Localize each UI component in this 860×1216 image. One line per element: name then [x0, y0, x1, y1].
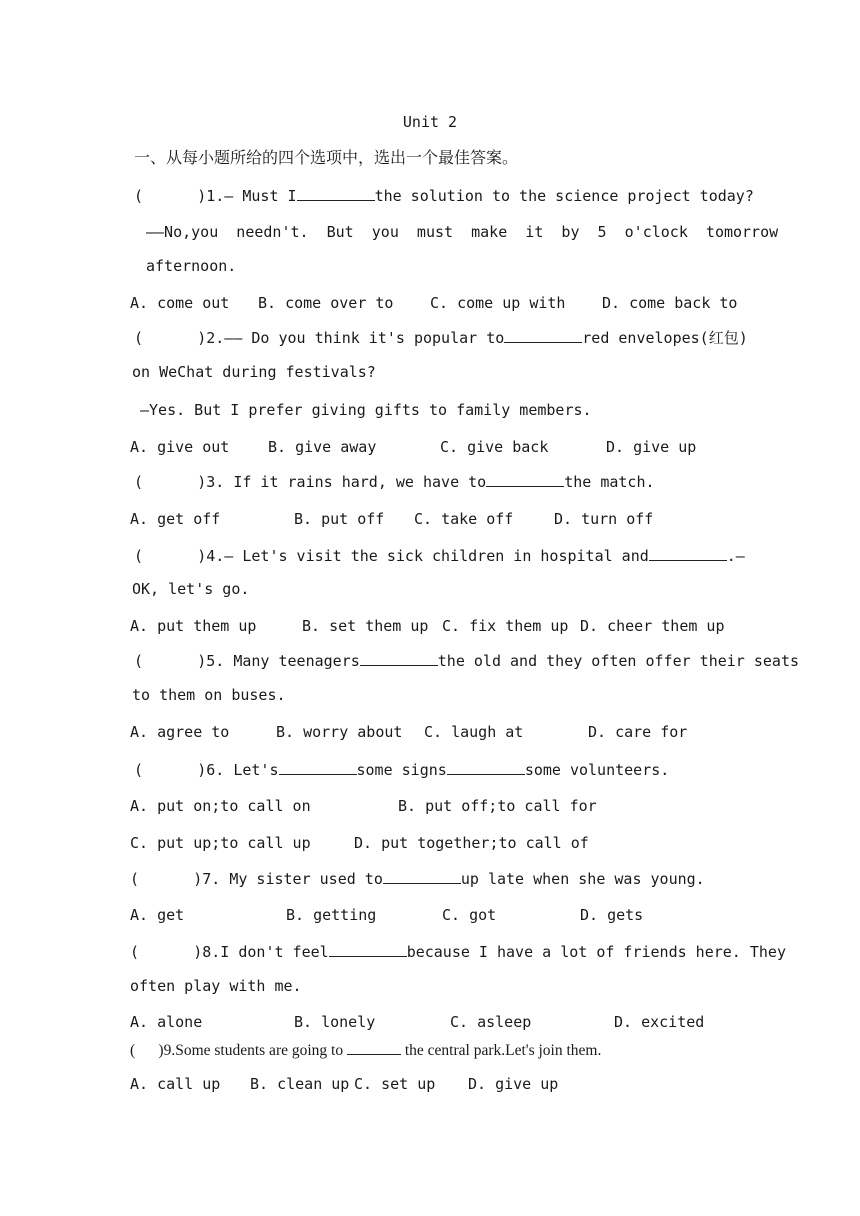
option-d: D. turn off: [554, 510, 654, 528]
option-c: C. give back: [440, 438, 549, 456]
option-a: A. put on;to call on: [130, 797, 311, 815]
answer-blank[interactable]: [297, 186, 375, 201]
question-9: ( )9.Some students are going to the central park.Let's join them.: [130, 1042, 602, 1059]
question-2-cont: on WeChat during festivals?: [132, 363, 376, 381]
option-b: B. come over to: [258, 294, 394, 312]
option-c: C. put up;to call up: [130, 834, 311, 852]
question-6: ( )6. Let's some signs some volunteers.: [134, 761, 670, 779]
question-1-reply-cont: afternoon.: [146, 257, 237, 275]
answer-blank[interactable]: [447, 760, 525, 775]
question-4: ( )4.— Let's visit the sick children in hospital and .—: [134, 547, 745, 565]
question-8-cont: often play with me.: [130, 977, 302, 995]
option-c: C. come up with: [430, 294, 566, 312]
option-c: C. fix them up: [442, 617, 569, 635]
option-b: B. worry about: [276, 723, 403, 741]
option-a: A. agree to: [130, 723, 230, 741]
option-d: D. care for: [588, 723, 688, 741]
option-a: A. call up: [130, 1075, 221, 1093]
option-a: A. give out: [130, 438, 230, 456]
option-c: C. got: [442, 906, 497, 924]
answer-blank[interactable]: [279, 760, 357, 775]
option-d: D. excited: [614, 1013, 705, 1031]
option-d: D. give up: [606, 438, 697, 456]
answer-blank[interactable]: [649, 546, 727, 561]
option-c: C. asleep: [450, 1013, 532, 1031]
option-a: A. get off: [130, 510, 221, 528]
question-8: ( )8.I don't feel because I have a lot of friends here. They: [130, 943, 786, 961]
option-d: D. give up: [468, 1075, 559, 1093]
answer-blank[interactable]: [360, 651, 438, 666]
question-7: ( )7. My sister used to up late when she was young.: [130, 870, 705, 888]
page-title: Unit 2: [402, 113, 458, 131]
option-b: B. put off;to call for: [398, 797, 597, 815]
option-b: B. give away: [268, 438, 377, 456]
option-a: A. come out: [130, 294, 230, 312]
option-a: A. alone: [130, 1013, 203, 1031]
question-5-cont: to them on buses.: [132, 686, 286, 704]
question-2: ( )2.—— Do you think it's popular to red envelopes(红包): [134, 329, 748, 347]
section-heading: 一、从每小题所给的四个选项中，选出一个最佳答案。: [134, 148, 519, 167]
option-b: B. put off: [294, 510, 385, 528]
option-d: D. put together;to call of: [354, 834, 589, 852]
question-4-cont: OK, let's go.: [132, 580, 250, 598]
option-c: C. set up: [354, 1075, 436, 1093]
question-5: ( )5. Many teenagers the old and they often offer their seats: [134, 652, 800, 670]
answer-blank[interactable]: [347, 1040, 401, 1055]
option-c: C. laugh at: [424, 723, 524, 741]
answer-blank[interactable]: [329, 942, 407, 957]
answer-blank[interactable]: [486, 472, 564, 487]
option-a: A. put them up: [130, 617, 257, 635]
option-d: D. cheer them up: [580, 617, 725, 635]
option-b: B. set them up: [302, 617, 429, 635]
option-b: B. lonely: [294, 1013, 376, 1031]
option-b: B. clean up: [250, 1075, 350, 1093]
option-b: B. getting: [286, 906, 377, 924]
question-2-reply: —Yes. But I prefer giving gifts to family members.: [140, 401, 592, 419]
option-c: C. take off: [414, 510, 514, 528]
answer-blank[interactable]: [504, 328, 582, 343]
question-1: ( )1.— Must I the solution to the science project today?: [134, 187, 754, 205]
question-3: ( )3. If it rains hard, we have to the match.: [134, 473, 655, 491]
answer-blank[interactable]: [383, 869, 461, 884]
option-d: D. come back to: [602, 294, 738, 312]
option-a: A. get: [130, 906, 185, 924]
question-1-reply: ——No,you needn't. But you must make it by 5 o'clock tomorrow: [146, 223, 779, 241]
option-d: D. gets: [580, 906, 644, 924]
